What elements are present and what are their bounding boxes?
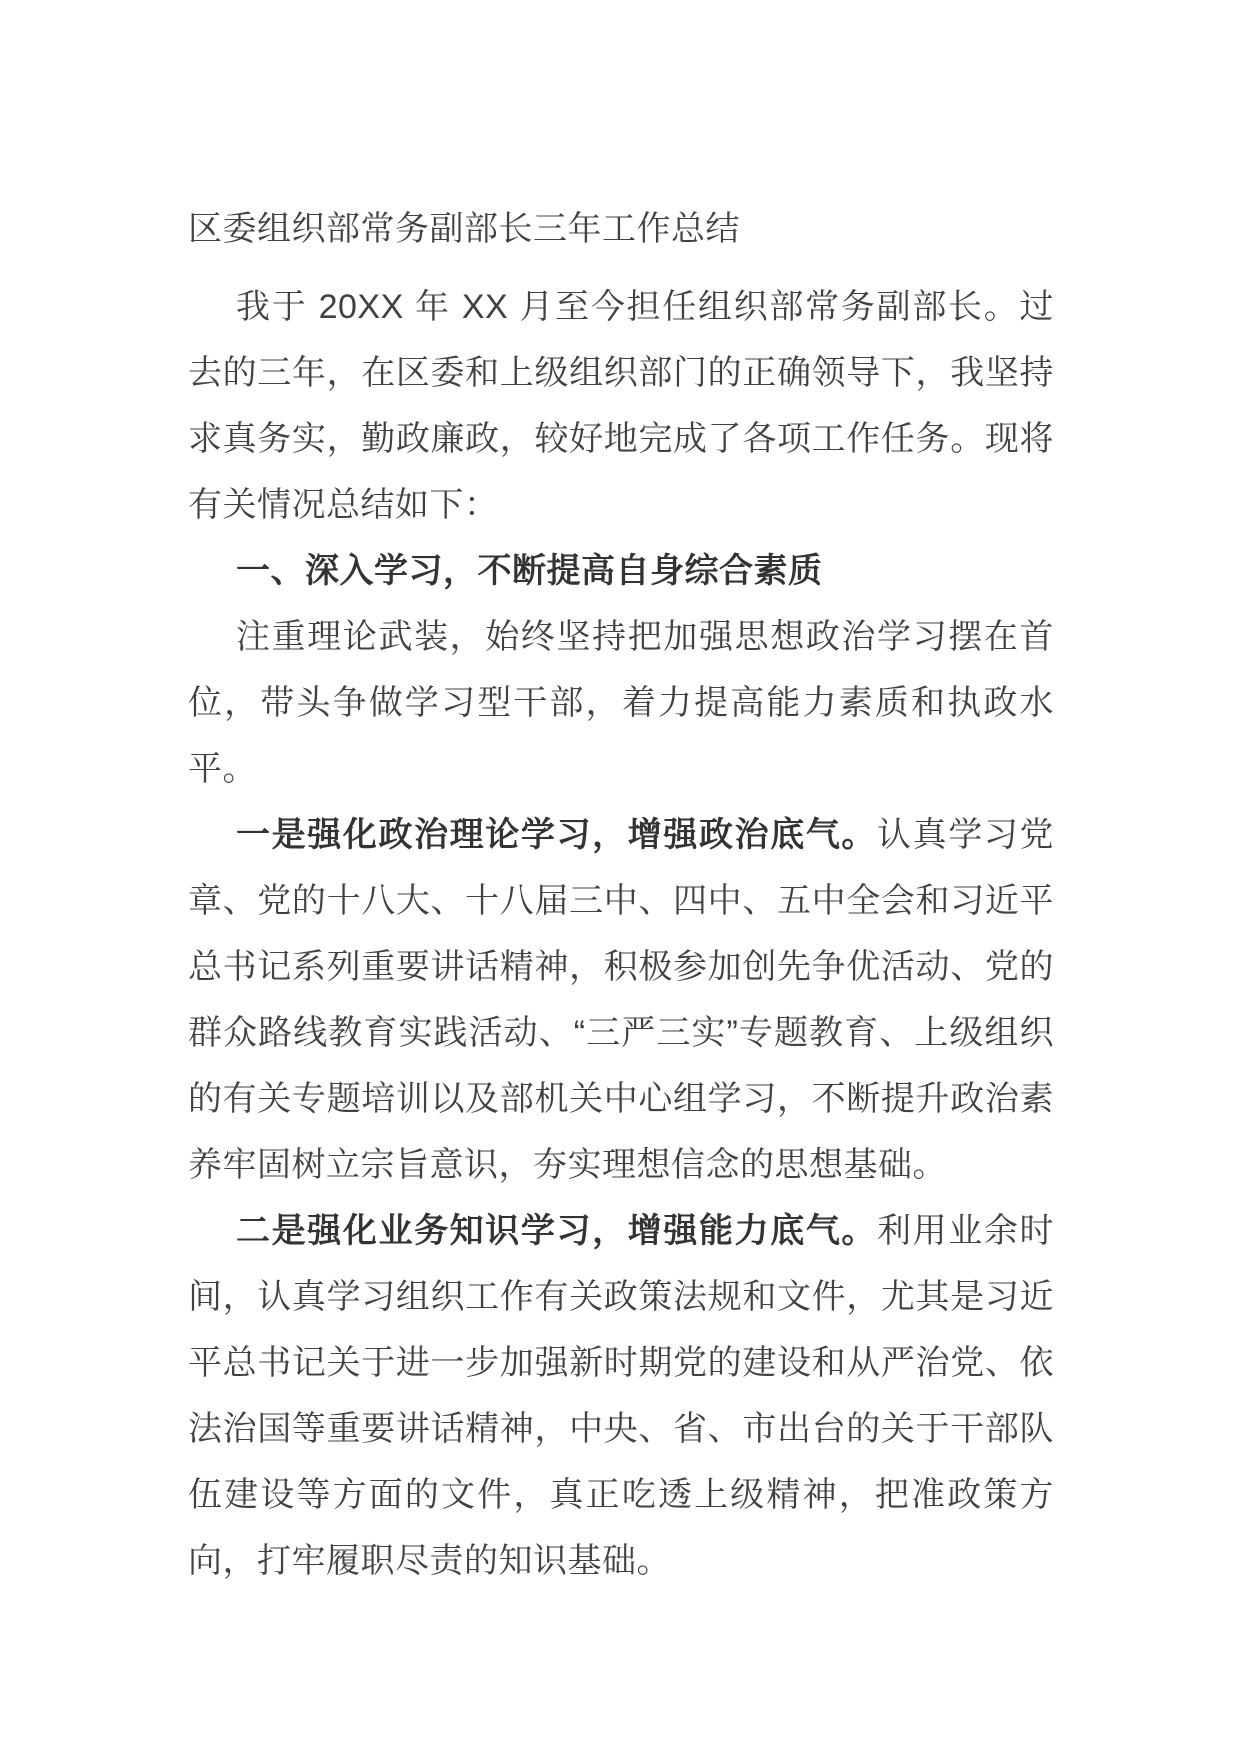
document-title: 区委组织部常务副部长三年工作总结	[188, 210, 740, 248]
paragraph-point-1	[188, 802, 1054, 1198]
section-heading-1: 一、深入学习，不断提高自身综合素质	[236, 552, 823, 590]
paragraph-point-1-text: 认真学习党章、党的十八大、十八届三中、四中、五中全会和习近平总书记系列重要讲话精神，积极参加创先争优活动、党的群众路线教育实践活动、“三严三实”专题教育、上级组织的有关专题培训以及部机关中心组学习，不断提升政治素养牢固树立宗旨意识，夯实理想信念的思想基础。	[188, 816, 1055, 1184]
paragraph-section1-summary: 注重理论武装，始终坚持把加强思想政治学习摆在首位，带头争做学习型干部，着力提高能力素质和执政水平。	[188, 618, 1054, 788]
paragraph-intro: 我于 20XX 年 XX 月至今担任组织部常务副部长。过去的三年，在区委和上级组织部门的正确领导下，我坚持求真务实，勤政廉政，较好地完成了各项工作任务。现将有关情况总结如下：	[188, 288, 1054, 524]
paragraph-point-1-lead: 一是强化政治理论学习，增强政治底气。	[236, 816, 878, 854]
paragraph-point-2	[188, 1198, 1054, 1594]
paragraph-point-2-lead: 二是强化业务知识学习，增强能力底气。	[236, 1212, 878, 1250]
paragraph-point-2-text: 利用业余时间，认真学习组织工作有关政策法规和文件，尤其是习近平总书记关于进一步加强新时期党的建设和从严治党、依法治国等重要讲话精神，中央、省、市出台的关于干部队伍建设等方面的文件，真正吃透上级精神，把准政策方向，打牢履职尽责的知识基础。	[188, 1212, 1055, 1580]
document-body	[188, 196, 1054, 1594]
